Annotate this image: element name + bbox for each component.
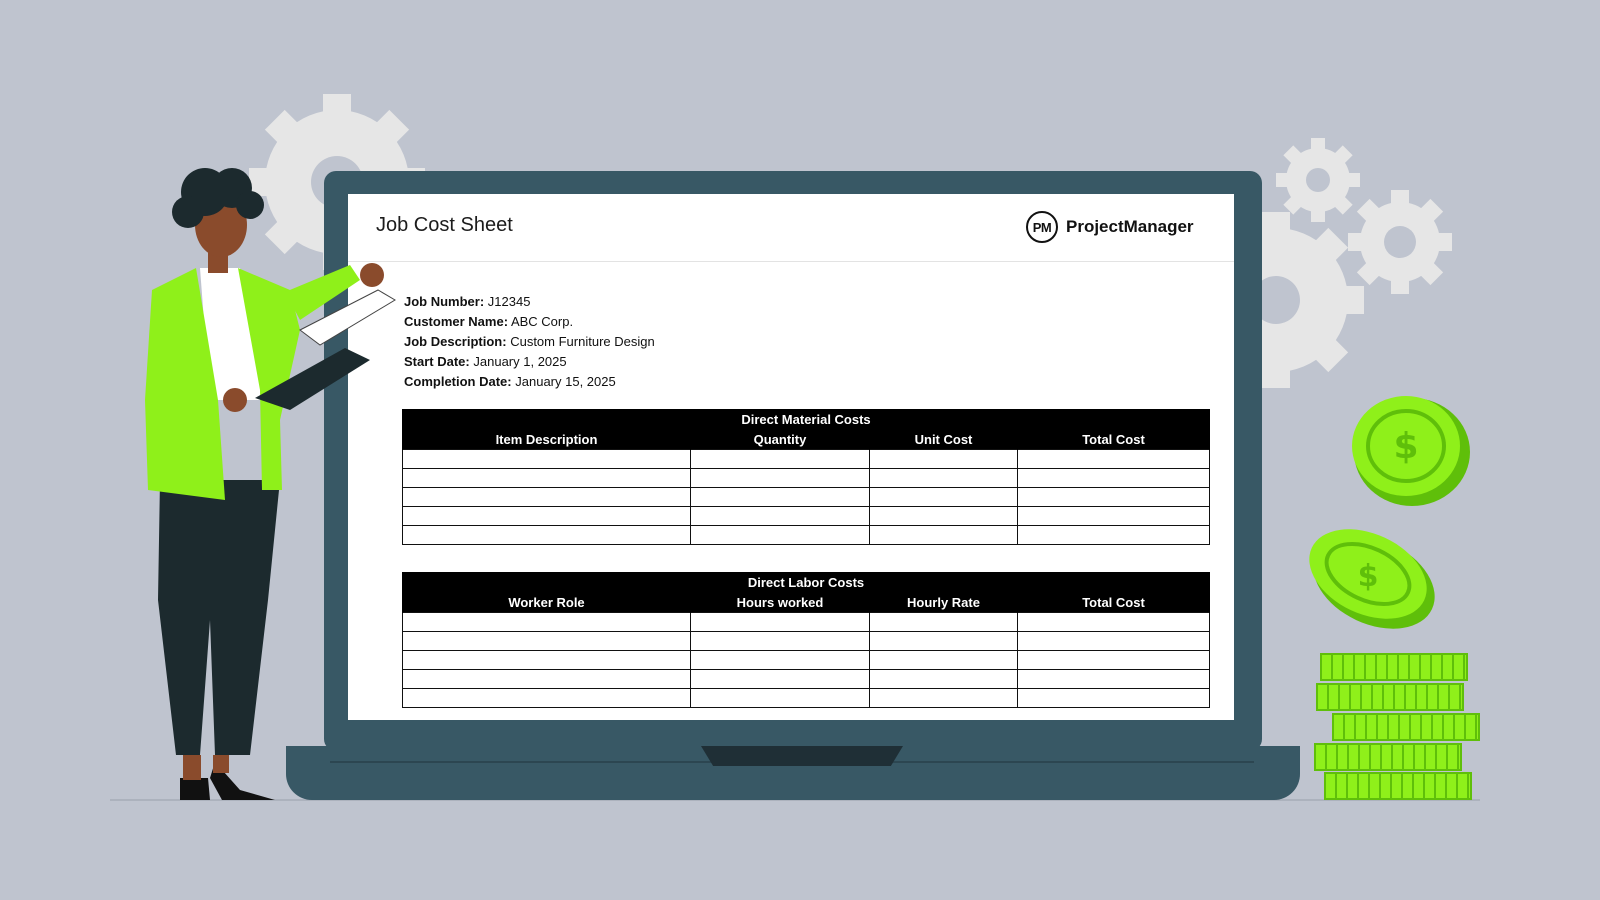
column-header: Total Cost: [1018, 429, 1210, 450]
projectmanager-logo-icon: PM: [1026, 211, 1058, 243]
job-description-value: Custom Furniture Design: [510, 334, 655, 349]
material-table-title: Direct Material Costs: [403, 409, 1210, 429]
dollar-coin-icon: [1295, 512, 1450, 648]
svg-text:$: $: [1357, 559, 1379, 594]
labor-table-title: Direct Labor Costs: [403, 572, 1210, 592]
completion-date-label: Completion Date:: [404, 374, 512, 389]
dollar-coin-icon: [1352, 396, 1470, 506]
brand-name: ProjectManager: [1066, 217, 1194, 236]
job-description-label: Job Description:: [404, 334, 507, 349]
column-header: Quantity: [691, 429, 870, 450]
start-date-label: Start Date:: [404, 354, 470, 369]
column-header: Hourly Rate: [870, 592, 1018, 613]
column-header: Worker Role: [403, 592, 691, 613]
document-title: Job Cost Sheet: [376, 214, 513, 236]
customer-name-label: Customer Name:: [404, 314, 509, 329]
column-header: Item Description: [403, 429, 691, 450]
job-number-label: Job Number:: [404, 294, 485, 309]
column-header: Hours worked: [691, 592, 870, 613]
column-header: Total Cost: [1018, 592, 1210, 613]
job-number-value: J12345: [487, 294, 531, 309]
start-date-value: January 1, 2025: [473, 354, 567, 369]
column-header: Unit Cost: [870, 429, 1018, 450]
customer-name-value: ABC Corp.: [510, 314, 574, 329]
svg-text:$: $: [1393, 426, 1419, 467]
completion-date-value: January 15, 2025: [515, 374, 616, 389]
